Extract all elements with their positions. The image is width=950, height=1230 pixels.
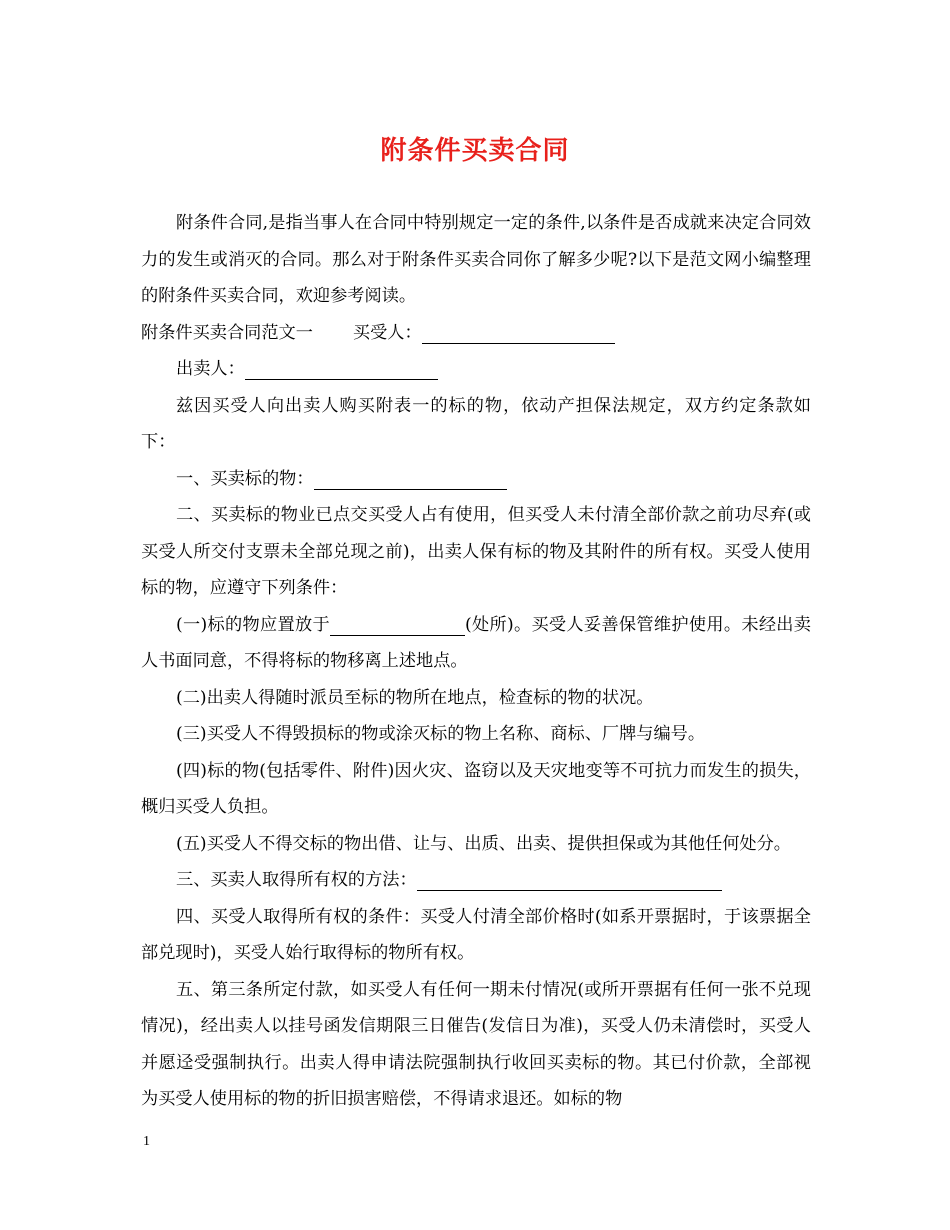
subject-blank (314, 467, 507, 490)
document-title: 附条件买卖合同 (380, 136, 570, 166)
document-body (141, 205, 811, 1118)
clause-5: 五、第三条所定付款，如买受人有任何一期未付情况(或所开票据有任何一张不兑现情况)，经出卖人以挂号函发信期限三日催告(发信日为准)，买受人仍未清偿时，买受人并愿迳受强制执行。出卖人得申请法院强制执行收回买卖标的物。其已付价款，全部视为买受人使用标的物的折旧损害赔偿，不得请求退还。如标的物 (141, 979, 811, 1109)
location-blank (330, 613, 465, 636)
condition-3: (三)买受人不得毁损标的物或涂灭标的物上名称、商标、厂牌与编号。 (176, 724, 706, 744)
clause-3 (141, 862, 811, 899)
clause-2: 二、买卖标的物业已点交买受人占有使用，但买受人未付清全部价款之前功尽弃(或买受人所交付支票未全部兑现之前)，出卖人保有标的物及其附件的所有权。买受人使用标的物，应遵守下列条件： (141, 505, 811, 598)
clause-1 (141, 461, 811, 498)
seller-line (141, 351, 811, 388)
condition-1 (141, 607, 811, 680)
intro-paragraph: 附条件合同,是指当事人在合同中特别规定一定的条件,以条件是否成就来决定合同效力的发生或消灭的合同。那么对于附条件买卖合同你了解多少呢?以下是范文网小编整理的附条件买卖合同，欢迎参考阅读。 (141, 213, 811, 306)
method-blank (417, 868, 722, 891)
page-number: 1 (143, 1134, 150, 1149)
clause-3-label: 三、买卖人取得所有权的方法： (176, 870, 417, 890)
clause-4: 四、买受人取得所有权的条件：买受人付清全部价格时(如系开票据时，于该票据全部兑现时)，买受人始行取得标的物所有权。 (141, 906, 811, 963)
condition-5: (五)买受人不得交标的物出借、让与、出质、出卖、提供担保或为其他任何处分。 (176, 833, 791, 854)
buyer-blank (422, 321, 615, 344)
preamble-paragraph: 兹因买受人向出卖人购买附表一的标的物，依动产担保法规定，双方约定条款如下： (141, 395, 811, 452)
condition-1-post: (处所)。买受人妥善保管维护使用。未经出卖人书面同意，不得将标的物移离上述地点。 (141, 614, 811, 671)
seller-blank (245, 357, 438, 380)
sample-heading-line (141, 315, 811, 352)
sample-heading: 附条件买卖合同范文一 (141, 322, 313, 343)
buyer-label: 买受人： (352, 322, 422, 343)
condition-1-pre: (一)标的物应置放于 (176, 614, 330, 635)
seller-label: 出卖人： (176, 359, 245, 379)
condition-4: (四)标的物(包括零件、附件)因火灾、盗窃以及天灾地变等不可抗力而发生的损失，概归买受人负担。 (141, 760, 811, 817)
condition-2: (二)出卖人得随时派员至标的物所在地点，检查标的物的状况。 (176, 687, 654, 708)
clause-1-label: 一、买卖标的物： (176, 468, 314, 489)
